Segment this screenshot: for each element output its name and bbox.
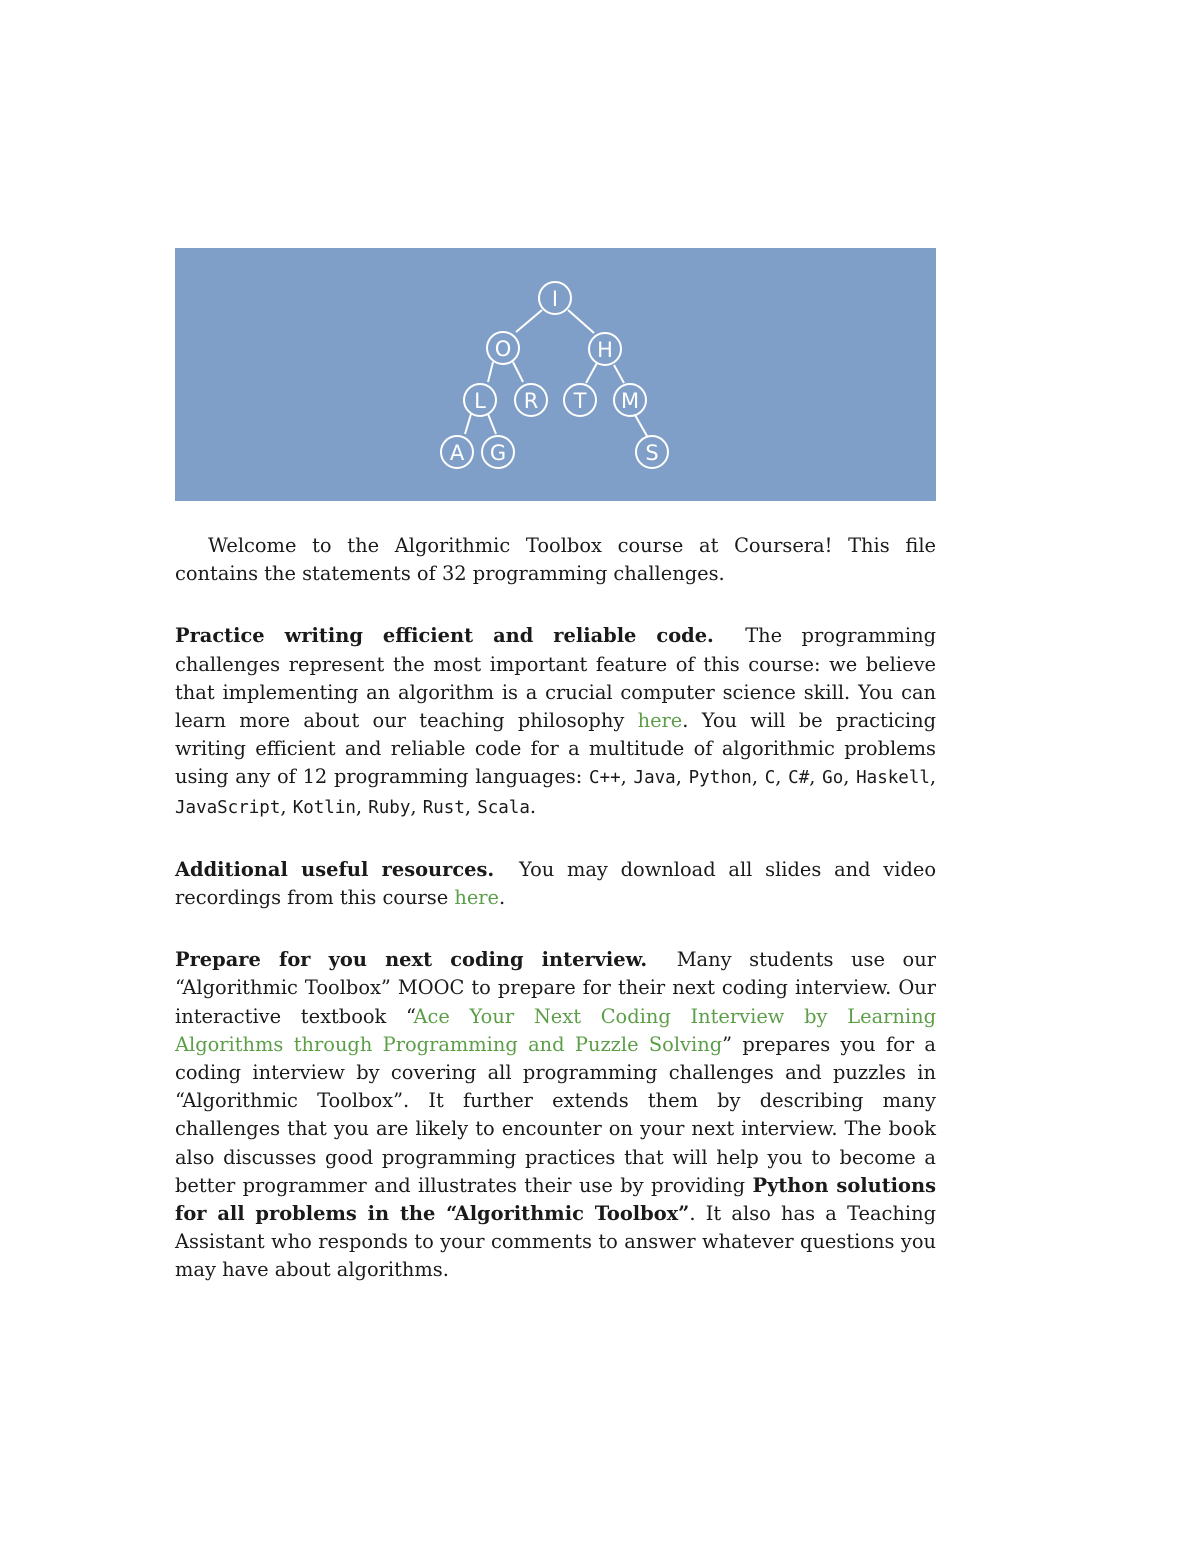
python-solutions-phrase: Python solutions for all problems in the “Algorithmic Toolbox” xyxy=(175,1173,936,1226)
teaching-philosophy-link[interactable]: here xyxy=(637,709,683,733)
letter-tree-diagram xyxy=(175,248,936,501)
tree-node-a-label: A xyxy=(449,441,465,465)
textbook-link[interactable]: Ace Your Next Coding Interview by Learning Algorithms through Programming and Puzzle Solving xyxy=(175,1004,936,1056)
document-body xyxy=(175,532,936,1285)
language-java: Java xyxy=(633,768,676,789)
tree-edge-h-t xyxy=(586,363,597,383)
tree-edge-o-r xyxy=(513,362,523,382)
tree-node-s-label: S xyxy=(645,441,659,465)
tree-node-l-label: L xyxy=(474,389,486,413)
practice-paragraph: Practice writing efficient and reliable code. The programming challenges represent the most important feature of this course: we believe that implementing an algorithm is a crucial computer science skill. You can learn more about our teaching philosophy here. You will be practicing writing efficient and reliable code for a multitude of algorithmic problems using any of 12 programming languages: C++, Java, Python, C, C#, Go, Haskell, JavaScript, Kotlin, Ruby, Rust, Scala. xyxy=(175,624,937,818)
intro-paragraph xyxy=(175,532,936,588)
tree-edge-m-s xyxy=(635,415,647,436)
language-c: C xyxy=(764,768,776,789)
language-cpp: C++ xyxy=(589,768,621,789)
tree-node-o-label: O xyxy=(494,337,512,361)
language-kotlin: Kotlin xyxy=(292,797,356,818)
practice-text-2: . You will be practicing writing efficient and reliable code for a multitude of algorithmic problems using any of 12 programming languages: xyxy=(175,709,936,789)
intro-text: Welcome to the Algorithmic Toolbox course at Coursera! This file contains the statements of 32 programming challenges. xyxy=(175,534,936,586)
language-rust: Rust xyxy=(422,797,465,818)
tree-edge-h-m xyxy=(614,365,624,383)
language-ruby: Ruby xyxy=(368,797,411,818)
tree-edge-i-h xyxy=(568,310,594,333)
interview-text-2: ” prepares you for a coding interview by covering all programming challenges and puzzles in “Algorithmic Toolbox”. It further extends them by describing many challenges that you are likely to encounter on your next interview. The book also discusses good programming practices that will help you to become a better programmer and illustrates their use by providing xyxy=(175,1032,936,1197)
tree-node-m-label: M xyxy=(620,389,640,413)
tree-edge-o-l xyxy=(488,362,493,382)
tree-edge-l-a xyxy=(465,414,471,434)
slides-download-link[interactable]: here xyxy=(454,886,500,910)
interview-heading: Prepare for you next coding interview. xyxy=(175,948,648,972)
language-python: Python xyxy=(688,768,752,789)
tree-node-i-label: I xyxy=(551,287,559,311)
tree-node-t-label: T xyxy=(573,389,587,413)
resources-paragraph: Additional useful resources. You may download all slides and video recordings from this course here. xyxy=(175,857,937,910)
resources-text: You may download all slides and video recordings from this course xyxy=(175,857,937,910)
tree-edge-i-o xyxy=(516,310,542,332)
interview-text-3: . It also has a Teaching Assistant who responds to your comments to answer whatever questions you may have about algorithms. xyxy=(175,1202,937,1282)
interview-text-1: Many students use our “Algorithmic Toolbox” MOOC to prepare for their next coding interview. Our interactive textbook “ xyxy=(175,948,936,1028)
language-scala: Scala xyxy=(477,797,530,818)
resources-heading: Additional useful resources. xyxy=(175,857,495,881)
tree-node-g-label: G xyxy=(489,441,507,465)
tree-node-r-label: R xyxy=(523,389,539,413)
language-javascript: JavaScript xyxy=(175,797,281,818)
tree-node-h-label: H xyxy=(597,338,613,362)
language-go: Go xyxy=(822,768,844,789)
interview-paragraph xyxy=(175,946,936,1284)
practice-heading: Practice writing efficient and reliable code. xyxy=(175,624,714,648)
cover-banner xyxy=(175,248,936,501)
practice-text-1: The programming challenges represent the most important feature of this course: we believe that implementing an algorithm is a crucial computer science skill. You can learn more about our teaching philosophy xyxy=(175,624,937,733)
language-haskell: Haskell xyxy=(856,768,930,789)
tree-edge-l-g xyxy=(488,414,496,434)
language-csharp: C# xyxy=(788,768,810,789)
